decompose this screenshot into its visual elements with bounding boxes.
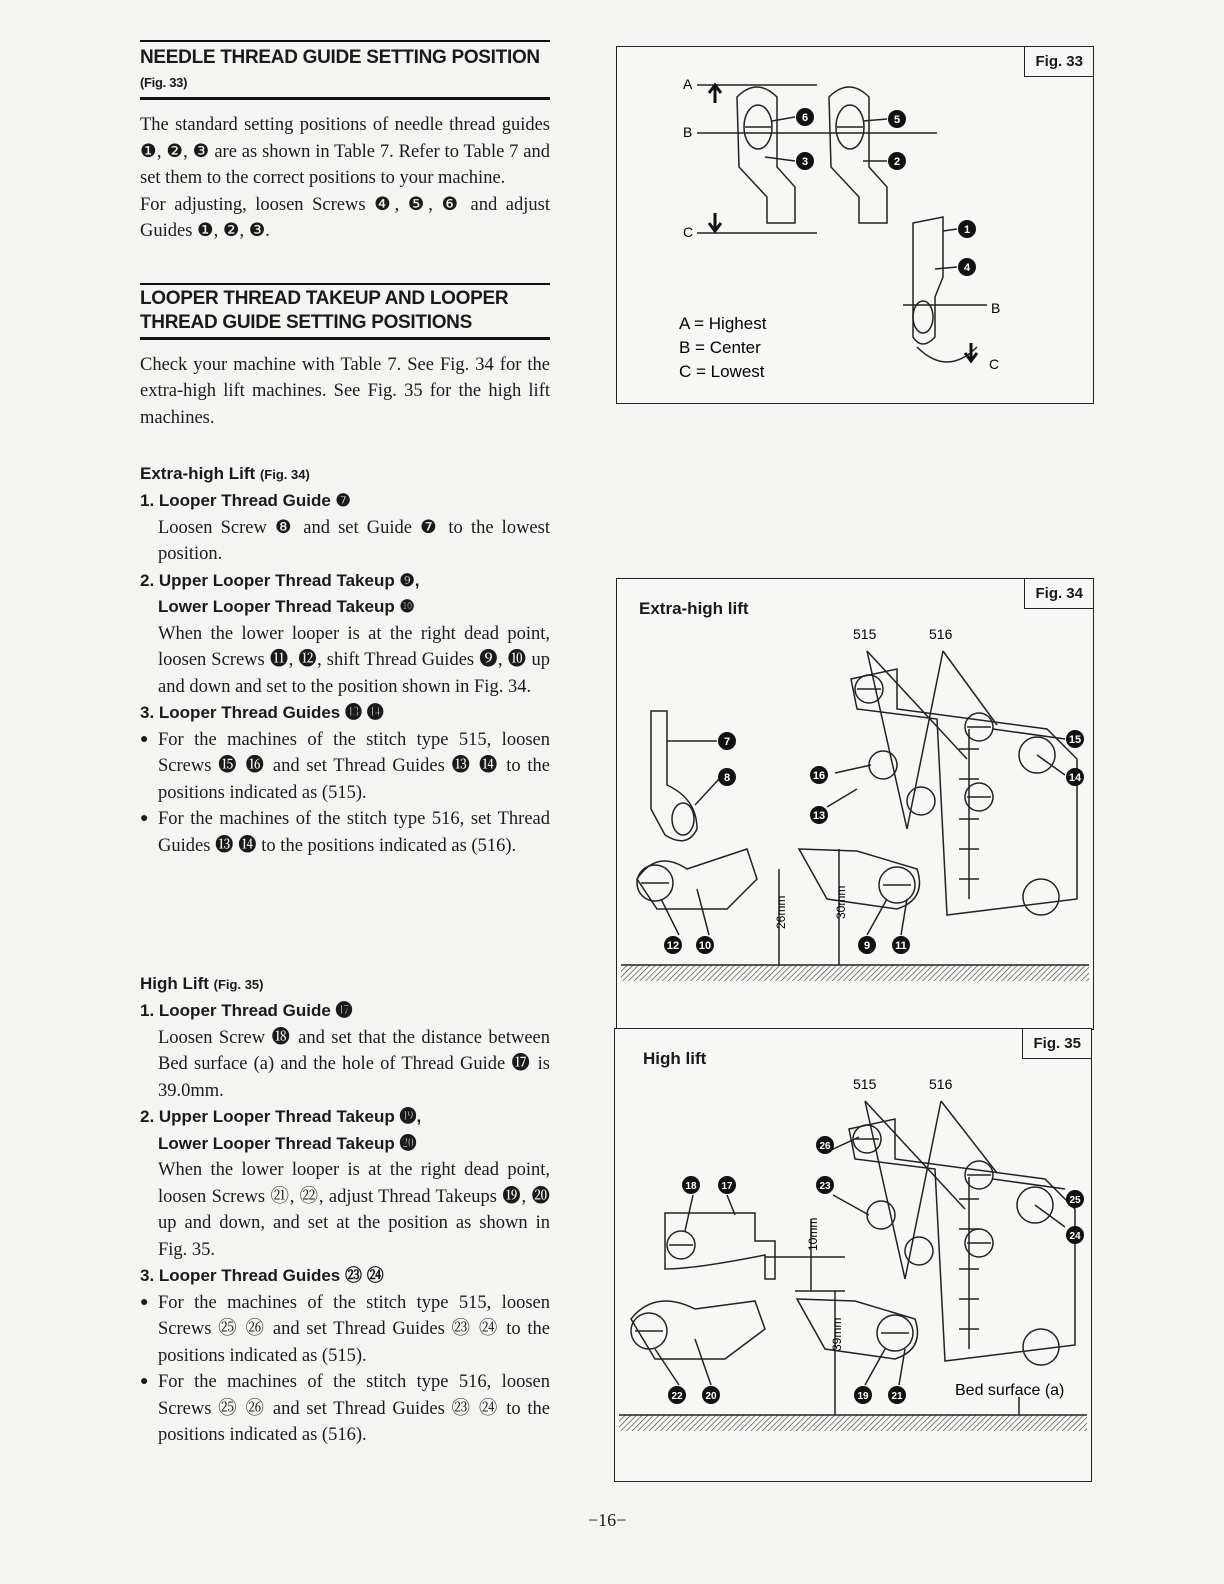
section-fig-ref: (Fig. 33) [140,75,188,90]
section-title-text: NEEDLE THREAD GUIDE SETTING POSITION [140,47,540,68]
subhead-high [140,971,550,998]
callout-17: 17 [721,1181,733,1192]
item-head [140,1104,550,1157]
callout-20: 20 [705,1391,717,1402]
callout-15: 15 [1068,734,1082,746]
callout-11: 11 [895,940,907,952]
callout-25: 25 [1069,1195,1081,1206]
section-title-line: LOOPER THREAD TAKEUP AND LOOPER [140,287,509,309]
callout-9: 9 [863,940,871,952]
dimension-26mm: 26mm [774,895,788,929]
paragraph: For adjusting, loosen Screws ❹, ❺, ❻ and adjust Guides ❶, ❷, ❸. [140,194,550,241]
callout-1: 1 [963,224,971,236]
subhead-text: Extra-high Lift [140,464,256,483]
item-head: 1. Looper Thread Guide ⓱ [140,1001,353,1020]
callout-24: 24 [1069,1231,1081,1242]
mark-c: C [989,356,1000,372]
callout-13: 13 [812,810,826,822]
callout-7: 7 [723,736,731,748]
label-516: 516 [929,626,953,642]
bullet-text: ● For the machines of the stitch type 515, loosen Screws ⓯ ⓰ and set Thread Guides ⓭ ⓮ to the positions indicated as (515). [140,727,550,807]
mark-b: B [991,300,1001,316]
callout-22: 22 [671,1391,683,1402]
item-text: Loosen Screw ❽ and set Guide ❼ to the lowest position. [158,517,550,564]
section-title-looper [140,283,550,340]
section-title-needle-guide [140,40,550,100]
figure-33 [616,46,1094,404]
legend-highest: A = Highest [679,314,767,333]
bullet-text: ● For the machines of the stitch type 515, loosen Screws ㉕ ㉖ and set Thread Guides ㉓ ㉔ to the positions indicated as (515). [140,1290,550,1370]
callout-5: 5 [893,114,901,126]
callout-6: 6 [801,112,809,124]
figure-title: Extra-high lift [639,599,749,618]
callout-4: 4 [963,262,971,274]
figure-35 [614,1028,1092,1482]
callout-2: 2 [893,156,901,168]
figure-33-drawing [617,47,1093,403]
subhead-text: High Lift [140,974,209,993]
paragraph: Check your machine with Table 7. See Fig. 34 for the extra-high lift machines. See Fig. 35 for the high lift machines. [140,354,550,428]
paragraph: The standard setting positions of needle thread guides ❶, ❷, ❸ are as shown in Table 7. Refer to Table 7 and set them to the correct positions to your machine. [140,115,550,188]
callout-8: 8 [723,772,731,784]
subhead-extra-high [140,461,550,488]
callout-19: 19 [857,1391,869,1402]
label-515: 515 [853,1076,877,1092]
text-column [140,40,550,1449]
figure-label: Fig. 34 [1024,578,1094,609]
figure-35-drawing [615,1029,1091,1481]
item-head: 3. Looper Thread Guides ㉓ ㉔ [140,1266,384,1285]
callout-23: 23 [819,1181,831,1192]
figure-label: Fig. 33 [1024,46,1094,77]
figure-34-drawing [617,579,1093,1029]
mark-b: B [683,124,693,140]
dimension-10mm: 10mm [806,1217,820,1251]
subhead-fig-ref: (Fig. 34) [259,467,310,482]
callout-16: 16 [812,770,826,782]
section-title-line: THREAD GUIDE SETTING POSITIONS [140,311,472,333]
callout-3: 3 [801,156,809,168]
item-text: When the lower looper is at the right dead point, loosen Screws ㉑, ㉒, adjust Thread Takeups ⓳, ⓴ up and down, and set at the position as shown in Fig. 35. [158,1160,550,1260]
callout-26: 26 [819,1141,831,1152]
item-head-line: Lower Looper Thread Takeup ❿ [158,597,415,616]
callout-21: 21 [891,1391,903,1402]
figure-title: High lift [643,1049,707,1068]
page-number: −16− [588,1510,627,1530]
item-head: 1. Looper Thread Guide ❼ [140,491,351,510]
bullet-text: ● For the machines of the stitch type 516, loosen Screws ㉕ ㉖ and set Thread Guides ㉓ ㉔ to the positions indicated as (516). [140,1369,550,1449]
figure-34 [616,578,1094,1030]
callout-10: 10 [698,940,712,952]
dimension-30mm: 30mm [834,885,848,919]
callout-12: 12 [666,940,680,952]
item-head-line: 2. Upper Looper Thread Takeup ⓳, [140,1107,422,1126]
bullet-text: ● For the machines of the stitch type 516, set Thread Guides ⓭ ⓮ to the positions indicated as (516). [140,806,550,859]
item-head-line: 2. Upper Looper Thread Takeup ❾, [140,570,420,590]
mark-a: A [683,76,693,92]
legend-center: B = Center [679,338,761,357]
item-text: When the lower looper is at the right dead point, loosen Screws ⓫, ⓬, shift Thread Guides ❾, ❿ up and down and set to the position shown in Fig. 34. [158,623,550,697]
legend-lowest: C = Lowest [679,362,765,381]
subhead-fig-ref: (Fig. 35) [213,977,264,992]
item-head-line: Lower Looper Thread Takeup ⓴ [158,1133,417,1153]
bed-surface-label: Bed surface (a) [955,1382,1065,1399]
item-text: Loosen Screw ⓲ and set that the distance between Bed surface (a) and the hole of Thread Guide ⓱ is 39.0mm. [158,1027,550,1101]
label-516: 516 [929,1076,953,1092]
label-515: 515 [853,626,877,642]
item-head: 3. Looper Thread Guides ⓭ ⓮ [140,703,384,722]
dimension-39mm: 39mm [830,1317,844,1351]
item-head [140,568,550,621]
mark-c: C [683,224,694,240]
callout-18: 18 [685,1181,697,1192]
callout-14: 14 [1068,772,1082,784]
figure-label: Fig. 35 [1022,1028,1092,1059]
